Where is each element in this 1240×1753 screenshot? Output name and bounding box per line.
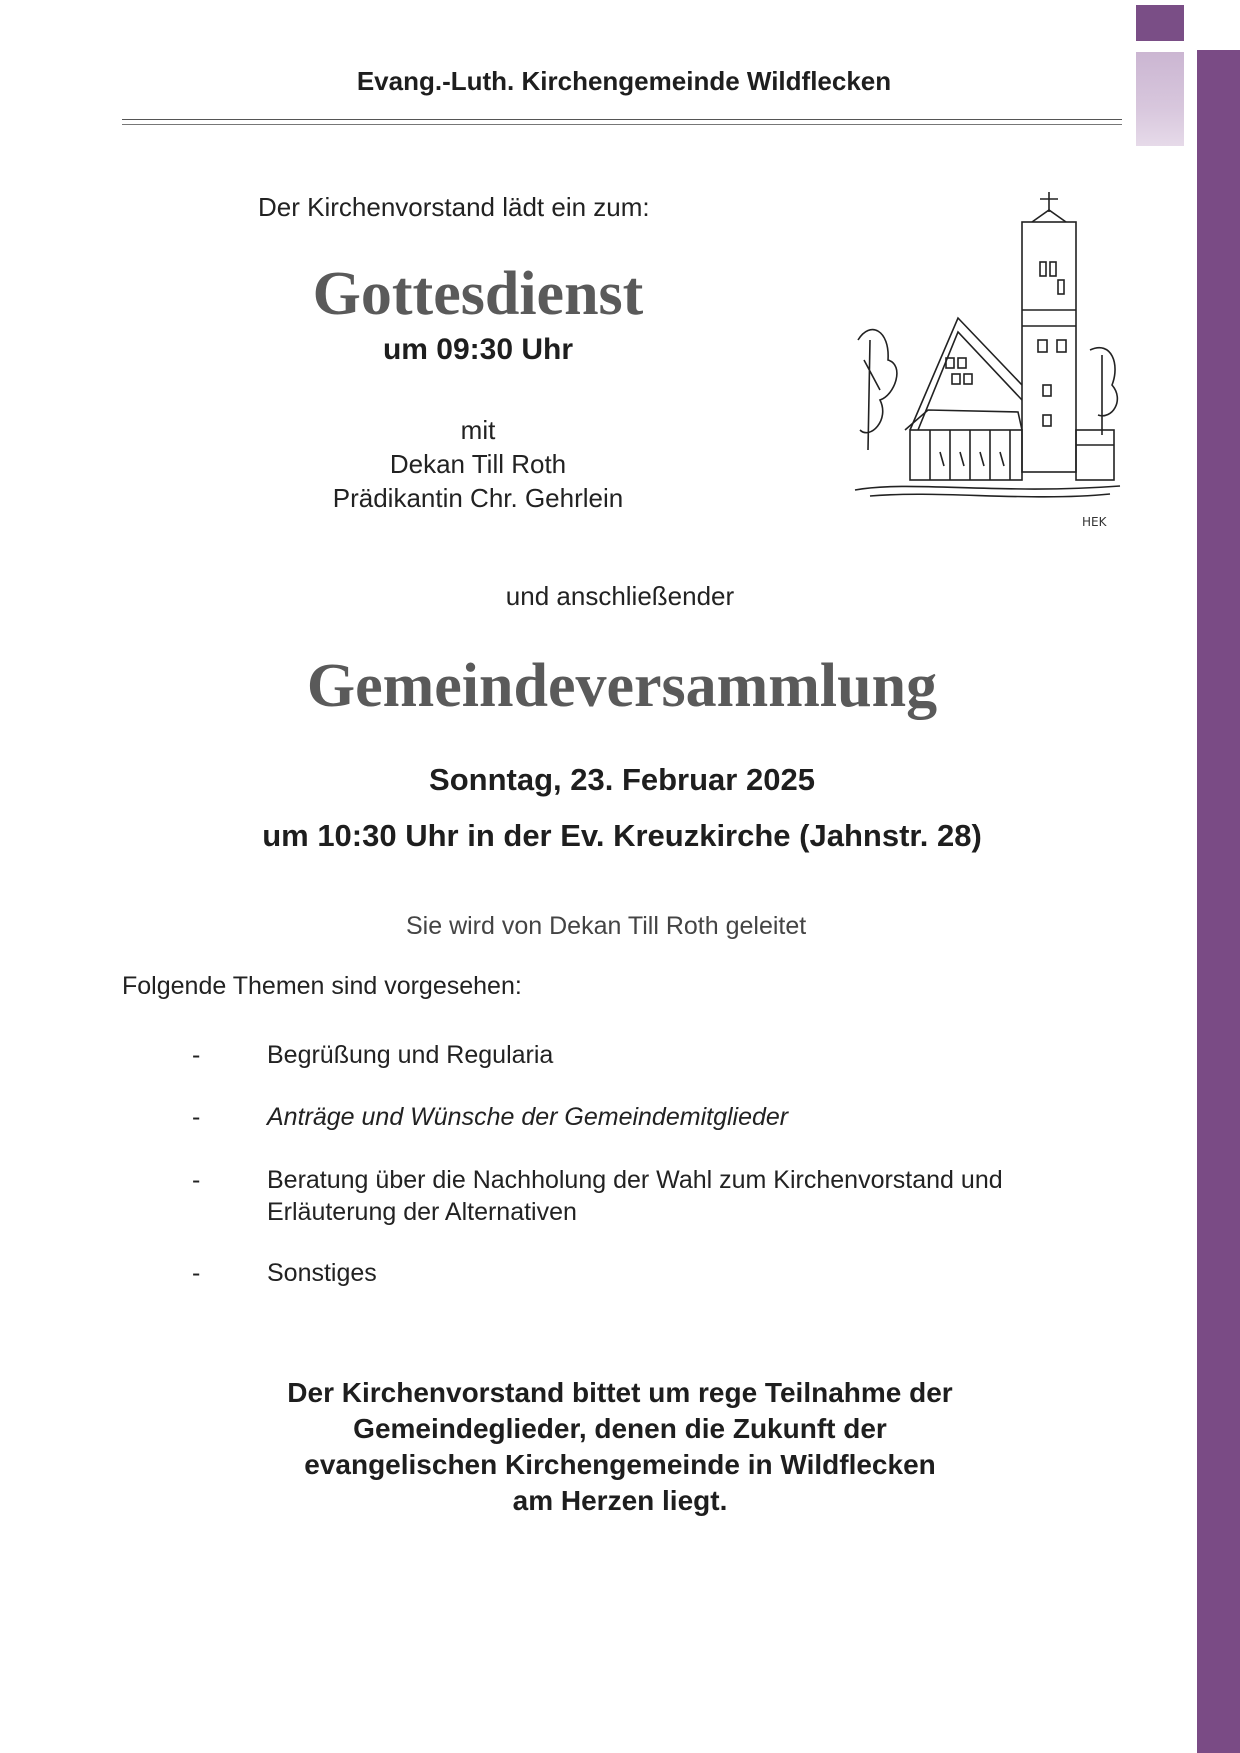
church-sketch-icon [850, 190, 1125, 535]
list-bullet: - [192, 1103, 201, 1131]
led-by-note: Sie wird von Dekan Till Roth geleitet [406, 912, 807, 940]
organization-header: Evang.-Luth. Kirchengemeinde Wildflecken [356, 66, 892, 96]
service-time: um 09:30 Uhr [382, 333, 574, 366]
list-item-text: Beratung über die Nachholung der Wahl zum Kirchenvorstand und [267, 1166, 1003, 1194]
illustration-signature: HEK [1082, 515, 1107, 529]
meeting-date: Sonntag, 23. Februar 2025 [429, 762, 815, 797]
list-item-text-continued: Erläuterung der Alternativen [267, 1198, 577, 1226]
purple-corner-block [1136, 5, 1184, 41]
closing-line: Gemeindeglieder, denen die Zukunft der [353, 1413, 887, 1444]
list-bullet: - [192, 1259, 201, 1287]
topics-intro: Folgende Themen sind vorgesehen: [122, 972, 522, 1000]
header-rule-second [122, 124, 1122, 125]
purple-side-bar [1197, 50, 1240, 1753]
closing-appeal [180, 1375, 1060, 1519]
meeting-time-location: um 10:30 Uhr in der Ev. Kreuzkirche (Jahnstr. 28) [262, 818, 982, 853]
followed-by-label: und anschließender [505, 581, 735, 611]
officiant-dean: Dekan Till Roth [389, 449, 567, 479]
closing-line: Der Kirchenvorstand bittet um rege Teilnahme der [287, 1377, 953, 1408]
invitation-intro: Der Kirchenvorstand lädt ein zum: [258, 192, 650, 222]
closing-line: evangelischen Kirchengemeinde in Wildflecken [304, 1449, 936, 1480]
meeting-title: Gemeindeversammlung [306, 652, 938, 720]
list-item [122, 1164, 1082, 1232]
list-bullet: - [192, 1166, 201, 1194]
with-label: mit [460, 415, 496, 445]
officiant-preacher: Prädikantin Chr. Gehrlein [332, 483, 624, 513]
closing-line: am Herzen liegt. [512, 1485, 728, 1516]
list-bullet: - [192, 1041, 201, 1069]
list-item [122, 1257, 1082, 1291]
light-purple-block [1136, 52, 1184, 146]
service-title: Gottesdienst [312, 260, 644, 328]
list-item-text: Sonstiges [267, 1259, 377, 1287]
list-item [122, 1039, 1082, 1073]
list-item-text: Anträge und Wünsche der Gemeindemitglieder [267, 1103, 789, 1131]
list-item [122, 1101, 1082, 1135]
header-rule [122, 119, 1122, 120]
list-item-text: Begrüßung und Regularia [267, 1041, 554, 1069]
